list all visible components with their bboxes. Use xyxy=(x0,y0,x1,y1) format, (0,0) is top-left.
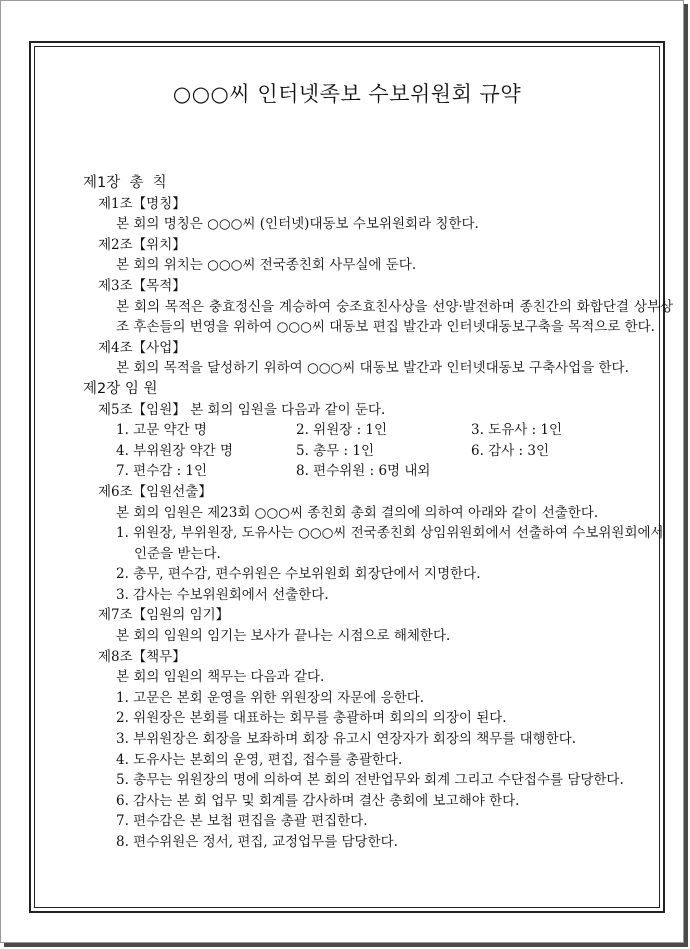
document-body xyxy=(83,173,673,853)
list-item: 7. 편수감은 본 보첩 편집을 총괄 편집한다. xyxy=(116,813,368,830)
position-item: 7. 편수감 : 1인 xyxy=(116,463,208,480)
document-title: ○○○씨 인터넷족보 수보위원회 규약 xyxy=(172,82,522,106)
article-5 xyxy=(98,400,673,421)
list-item: 2. 총무, 편수감, 편수위원은 수보위원회 회장단에서 지명한다. xyxy=(116,566,481,583)
article-label: 제8조【책무】 xyxy=(98,648,186,665)
article-text: 본 회의 위치는 ○○○씨 전국종친회 사무실에 둔다. xyxy=(116,257,417,274)
positions-grid xyxy=(116,420,673,482)
article-text: 본 회의 임원은 제23회 ○○○씨 종친회 총회 결의에 의하여 아래와 같이 선출한다. xyxy=(116,504,599,521)
article-text: 본 회의 임원을 다음과 같이 둔다. xyxy=(190,401,386,418)
position-item: 3. 도유사 : 1인 xyxy=(471,422,563,439)
position-item: 6. 감사 : 3인 xyxy=(471,442,550,459)
article-text: 본 회의 임원의 임기는 보사가 끝나는 시점으로 해체한다. xyxy=(116,628,451,645)
article-label: 제7조【임원의 임기】 xyxy=(98,607,230,624)
list-item: 4. 도유사는 본회의 운영, 편집, 접수를 총괄한다. xyxy=(116,751,403,768)
article-label: 제1조【명칭】 xyxy=(98,195,186,212)
chapter-2-heading: 제2장 임 원 xyxy=(83,380,158,397)
chapter-1-heading: 제1장 총 칙 xyxy=(83,175,167,191)
list-item: 8. 편수위원은 정서, 편집, 교정업무를 담당한다. xyxy=(116,834,398,850)
article-label: 제6조【임원선출】 xyxy=(98,483,212,500)
article-text: 본 회의 목적은 충효정신을 계승하여 숭조효친사상을 선양·발전하며 종친간의 화합단결 상부상조 후손들의 번영을 위하여 ○○○씨 대동보 편집 발간과 인터넷대동보구축을 목적으로 한다. xyxy=(116,298,673,336)
position-item xyxy=(471,461,671,482)
article-label: 제4조【사업】 xyxy=(98,339,186,356)
position-item: 1. 고문 약간 명 xyxy=(116,422,207,439)
article-label: 제2조【위치】 xyxy=(98,236,186,253)
article-text: 본 회의 명칭은 ○○○씨 (인터넷)대동보 수보위원회라 칭한다. xyxy=(116,216,479,233)
position-item: 2. 위원장 : 1인 xyxy=(296,422,388,439)
list-item: 2. 위원장은 본회를 대표하는 회무를 총괄하며 회의의 의장이 된다. xyxy=(116,710,507,727)
list-item: 3. 부위원장은 회장을 보좌하며 회장 유고시 연장자가 회장의 책무를 대행한다. xyxy=(116,731,577,748)
outer-border xyxy=(29,41,673,913)
position-item: 5. 총무 : 1인 xyxy=(296,442,375,459)
article-text: 본 회의 임원의 책무는 다음과 같다. xyxy=(116,669,325,686)
list-item: 1. 위원장, 부위원장, 도유사는 ○○○씨 전국종친회 상임위원회에서 선출하여 수보위원회에서 인준을 받는다. xyxy=(116,525,664,562)
position-item: 4. 부위원장 약간 명 xyxy=(116,442,234,459)
position-item: 8. 편수위원 : 6명 내외 xyxy=(296,463,431,480)
article-label: 제3조【목적】 xyxy=(98,277,186,294)
list-item: 3. 감사는 수보위원회에서 선출한다. xyxy=(116,586,329,603)
article-text: 본 회의 목적을 달성하기 위하여 ○○○씨 대동보 발간과 인터넷대동보 구축사업을 한다. xyxy=(116,360,629,377)
list-item: 1. 고문은 본회 운영을 위한 위원장의 자문에 응한다. xyxy=(116,689,425,706)
article-label: 제5조【임원】 xyxy=(98,401,186,418)
list-item: 6. 감사는 본 회 업무 및 회계를 감사하며 결산 총회에 보고해야 한다. xyxy=(116,792,520,809)
list-item: 5. 총무는 위원장의 명에 의하여 본 회의 전반업무와 회계 그리고 수단접수를 담당한다. xyxy=(116,772,624,789)
